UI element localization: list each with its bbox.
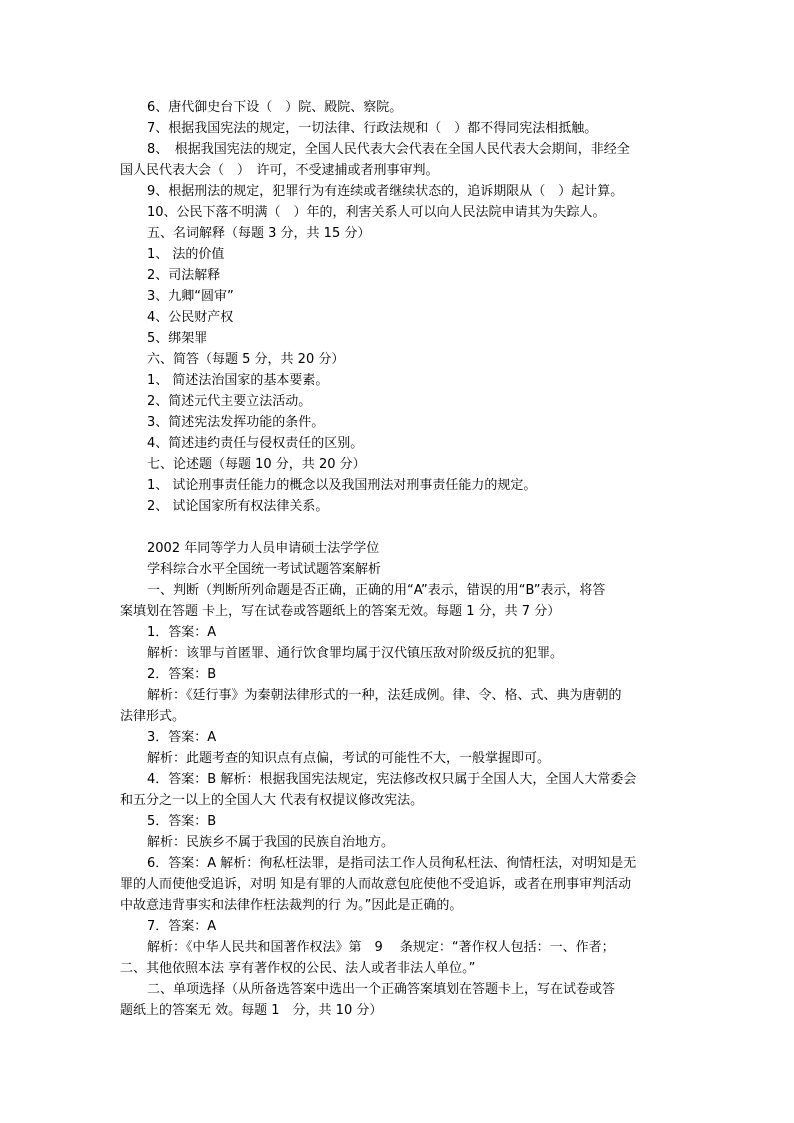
text-line: 和五分之一以上的全国人大 代表有权提议修改宪法。 xyxy=(120,793,424,808)
answer-line: 6．答案：A 解析：徇私枉法罪，是指司法工作人员徇私枉法、徇情枉法，对明知是无 xyxy=(147,856,637,871)
text-line: 罪的人而使他受追诉，对明 知是有罪的人而故意包庇使他不受追诉，或者在刑事审判活动 xyxy=(120,877,632,892)
text-line: 中故意违背事实和法律作枉法裁判的行 为。”因此是正确的。 xyxy=(120,898,463,913)
text-line: 1、 简述法治国家的基本要素。 xyxy=(147,373,329,388)
text-line: 8、 根据我国宪法的规定，全国人民代表大会代表在全国人民代表大会期间，非经全 xyxy=(147,142,630,157)
answer-line: 1．答案：A xyxy=(147,625,217,640)
text-line: 二、其他依照本法 享有著作权的公民、法人或者非法人单位。” xyxy=(120,961,476,976)
text-line: 国人民代表大会（ ） 许可，不受逮捕或者刑事审判。 xyxy=(120,163,439,178)
section-heading: 二、单项选择（从所备选答案中选出一个正确答案填划在答题卡上，写在试卷或答 xyxy=(147,982,616,997)
text-line: 法律形式。 xyxy=(120,709,186,724)
analysis-line: 解析：民族乡不属于我国的民族自治地方。 xyxy=(147,835,395,850)
section-heading: 一、判断（判断所列命题是否正确，正确的用“A”表示，错误的用“B”表示，将答 xyxy=(147,583,606,598)
answer-line: 4．答案：B 解析：根据我国宪法规定，宪法修改权只属于全国人大，全国人大常委会 xyxy=(147,772,637,787)
text-line: 2、简述元代主要立法活动。 xyxy=(147,394,312,409)
answer-line: 7．答案：A xyxy=(147,919,217,934)
answer-line: 5．答案：B xyxy=(147,814,217,829)
analysis-line: 解析：《中华人民共和国著作权法》第 9 条规定：“著作权人包括：一、作者； xyxy=(147,940,615,955)
text-line: 3、简述宪法发挥功能的条件。 xyxy=(147,415,325,430)
text-line: 10、公民下落不明满（ ）年的，利害关系人可以向人民法院申请其为失踪人。 xyxy=(147,205,606,220)
answer-line: 3．答案：A xyxy=(147,730,217,745)
analysis-line: 解析：该罪与首匿罪、通行饮食罪均属于汉代镇压敌对阶级反抗的犯罪。 xyxy=(147,646,564,661)
text-line: 6、唐代御史台下设（ ）院、殿院、察院。 xyxy=(147,100,403,115)
text-line: 4、公民财产权 xyxy=(147,310,234,325)
text-line: 2、司法解释 xyxy=(147,268,221,283)
document-subtitle: 学科综合水平全国统一考试试题答案解析 xyxy=(147,562,382,577)
text-line: 5、绑架罪 xyxy=(147,331,208,346)
text-line: 9、根据刑法的规定，犯罪行为有连续或者继续状态的，追诉期限从（ ）起计算。 xyxy=(147,184,624,199)
text-line: 2、 试论国家所有权法律关系。 xyxy=(147,499,329,514)
text-line: 案填划在答题 卡上，写在试卷或答题纸上的答案无效。每题 1 分，共 7 分） xyxy=(120,604,561,619)
section-heading: 七、论述题（每题 10 分，共 20 分） xyxy=(147,457,366,472)
text-line: 题纸上的答案无 效。每题 1 分，共 10 分） xyxy=(120,1003,383,1018)
answer-line: 2．答案：B xyxy=(147,667,217,682)
analysis-line: 解析：《廷行事》为秦朝法律形式的一种，法廷成例。律、令、格、式、典为唐朝的 xyxy=(147,688,622,703)
section-heading: 六、简答（每题 5 分，共 20 分） xyxy=(147,352,345,367)
text-line: 7、根据我国宪法的规定，一切法律、行政法规和（ ）都不得同宪法相抵触。 xyxy=(147,121,598,136)
text-line: 3、九卿“圆审” xyxy=(147,289,234,304)
text-line: 1、 法的价值 xyxy=(147,247,225,262)
document-title: 2002 年同等学力人员申请硕士法学学位 xyxy=(147,541,380,556)
section-heading: 五、名词解释（每题 3 分，共 15 分） xyxy=(147,226,371,241)
text-line: 4、简述违约责任与侵权责任的区别。 xyxy=(147,436,364,451)
analysis-line: 解析：此题考查的知识点有点偏，考试的可能性不大，一般掌握即可。 xyxy=(147,751,551,766)
text-line: 1、 试论刑事责任能力的概念以及我国刑法对刑事责任能力的规定。 xyxy=(147,478,537,493)
